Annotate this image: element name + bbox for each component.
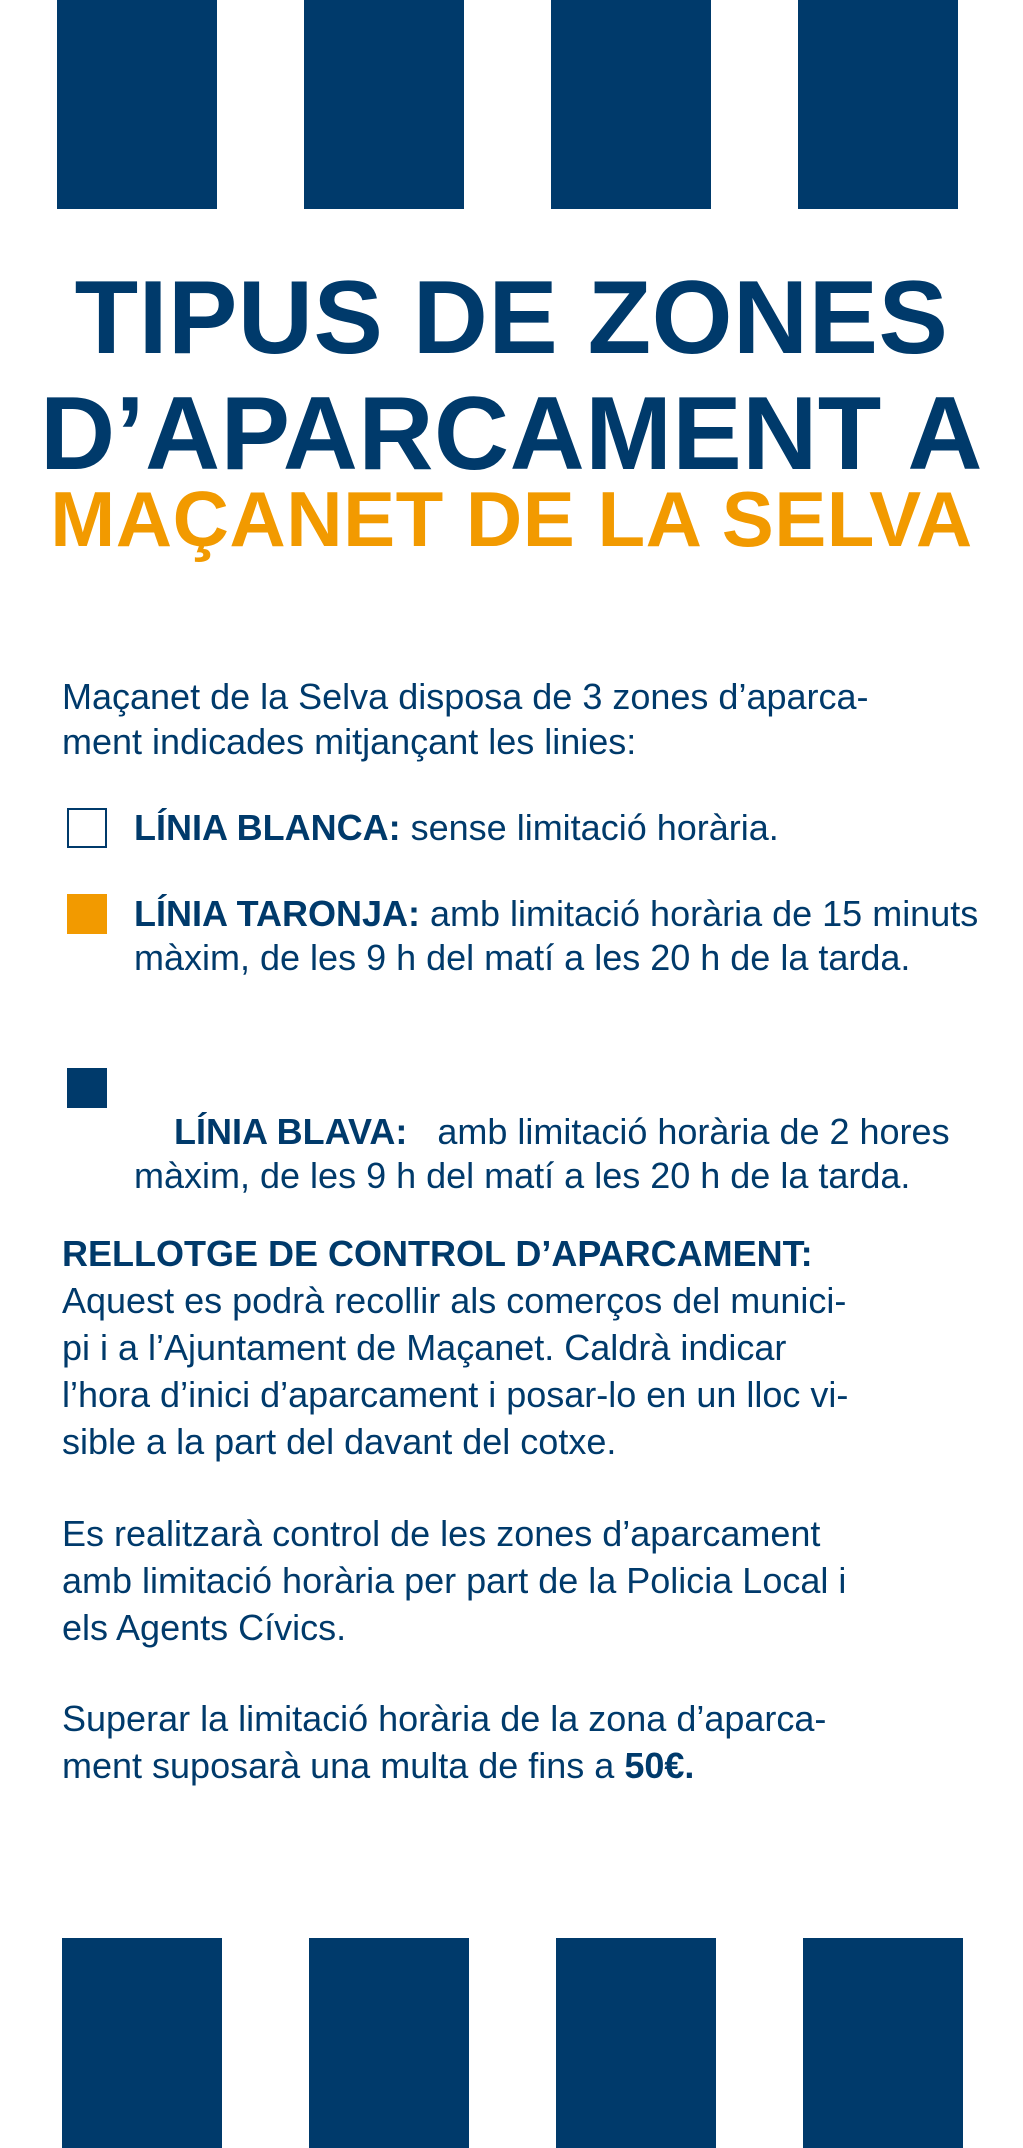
rellotge-paragraph (62, 1230, 962, 1465)
bottom-stripe-3 (556, 1938, 716, 2148)
legend-text-blava: amb limitació horària de 2 hores màxim, de les 9 h del matí a les 20 h de la tarda. (134, 1111, 960, 1196)
multa-amount: 50€. (624, 1745, 695, 1786)
title-line-3: MAÇANET DE LA SELVA (50, 475, 973, 563)
control-line-3: els Agents Cívics. (62, 1607, 347, 1648)
orange-line-swatch (67, 894, 107, 934)
rellotge-line-1: Aquest es podrà recollir als comerços del munici- (62, 1280, 847, 1321)
bottom-stripe-1 (62, 1938, 222, 2148)
legend-label-blava: LÍNIA BLAVA: (174, 1111, 408, 1152)
legend-label-taronja: LÍNIA TARONJA: (134, 893, 420, 934)
bottom-stripe-4 (803, 1938, 963, 2148)
rellotge-line-2: pi i a l’Ajuntament de Maçanet. Caldrà indicar (62, 1327, 787, 1368)
control-line-2: amb limitació horària per part de la Policia Local i (62, 1560, 847, 1601)
control-paragraph (62, 1510, 962, 1651)
title-line-1: TIPUS DE ZONES (74, 260, 949, 376)
intro-line-1: Maçanet de la Selva disposa de 3 zones d’aparca- (62, 676, 869, 717)
title-line-2: D’APARCAMENT A (40, 376, 983, 492)
blue-line-swatch (67, 1068, 107, 1108)
intro-paragraph (62, 674, 962, 764)
intro-line-2: ment indicades mitjançant les linies: (62, 721, 637, 762)
legend-label-blanca: LÍNIA BLANCA: (134, 807, 401, 848)
top-stripe-3 (551, 0, 711, 209)
rellotge-line-4: sible a la part del davant del cotxe. (62, 1421, 617, 1462)
top-stripe-4 (798, 0, 958, 209)
legend-text-taronja: amb limitació horària de 15 minuts màxim, de les 9 h del matí a les 20 h de la tarda. (134, 893, 979, 978)
top-stripe-1 (57, 0, 217, 209)
rellotge-line-3: l’hora d’inici d’aparcament i posar-lo en un lloc vi- (62, 1374, 849, 1415)
top-stripe-2 (304, 0, 464, 209)
multa-paragraph (62, 1695, 962, 1789)
multa-line-1: Superar la limitació horària de la zona d’aparca- (62, 1698, 827, 1739)
control-line-1: Es realitzarà control de les zones d’aparcament (62, 1513, 821, 1554)
rellotge-heading: RELLOTGE DE CONTROL D’APARCAMENT: (62, 1233, 813, 1274)
white-line-swatch (67, 808, 107, 848)
bottom-stripe-2 (309, 1938, 469, 2148)
multa-line-2: ment suposarà una multa de fins a (62, 1745, 625, 1786)
legend-text-blanca: sense limitació horària. (400, 807, 779, 848)
